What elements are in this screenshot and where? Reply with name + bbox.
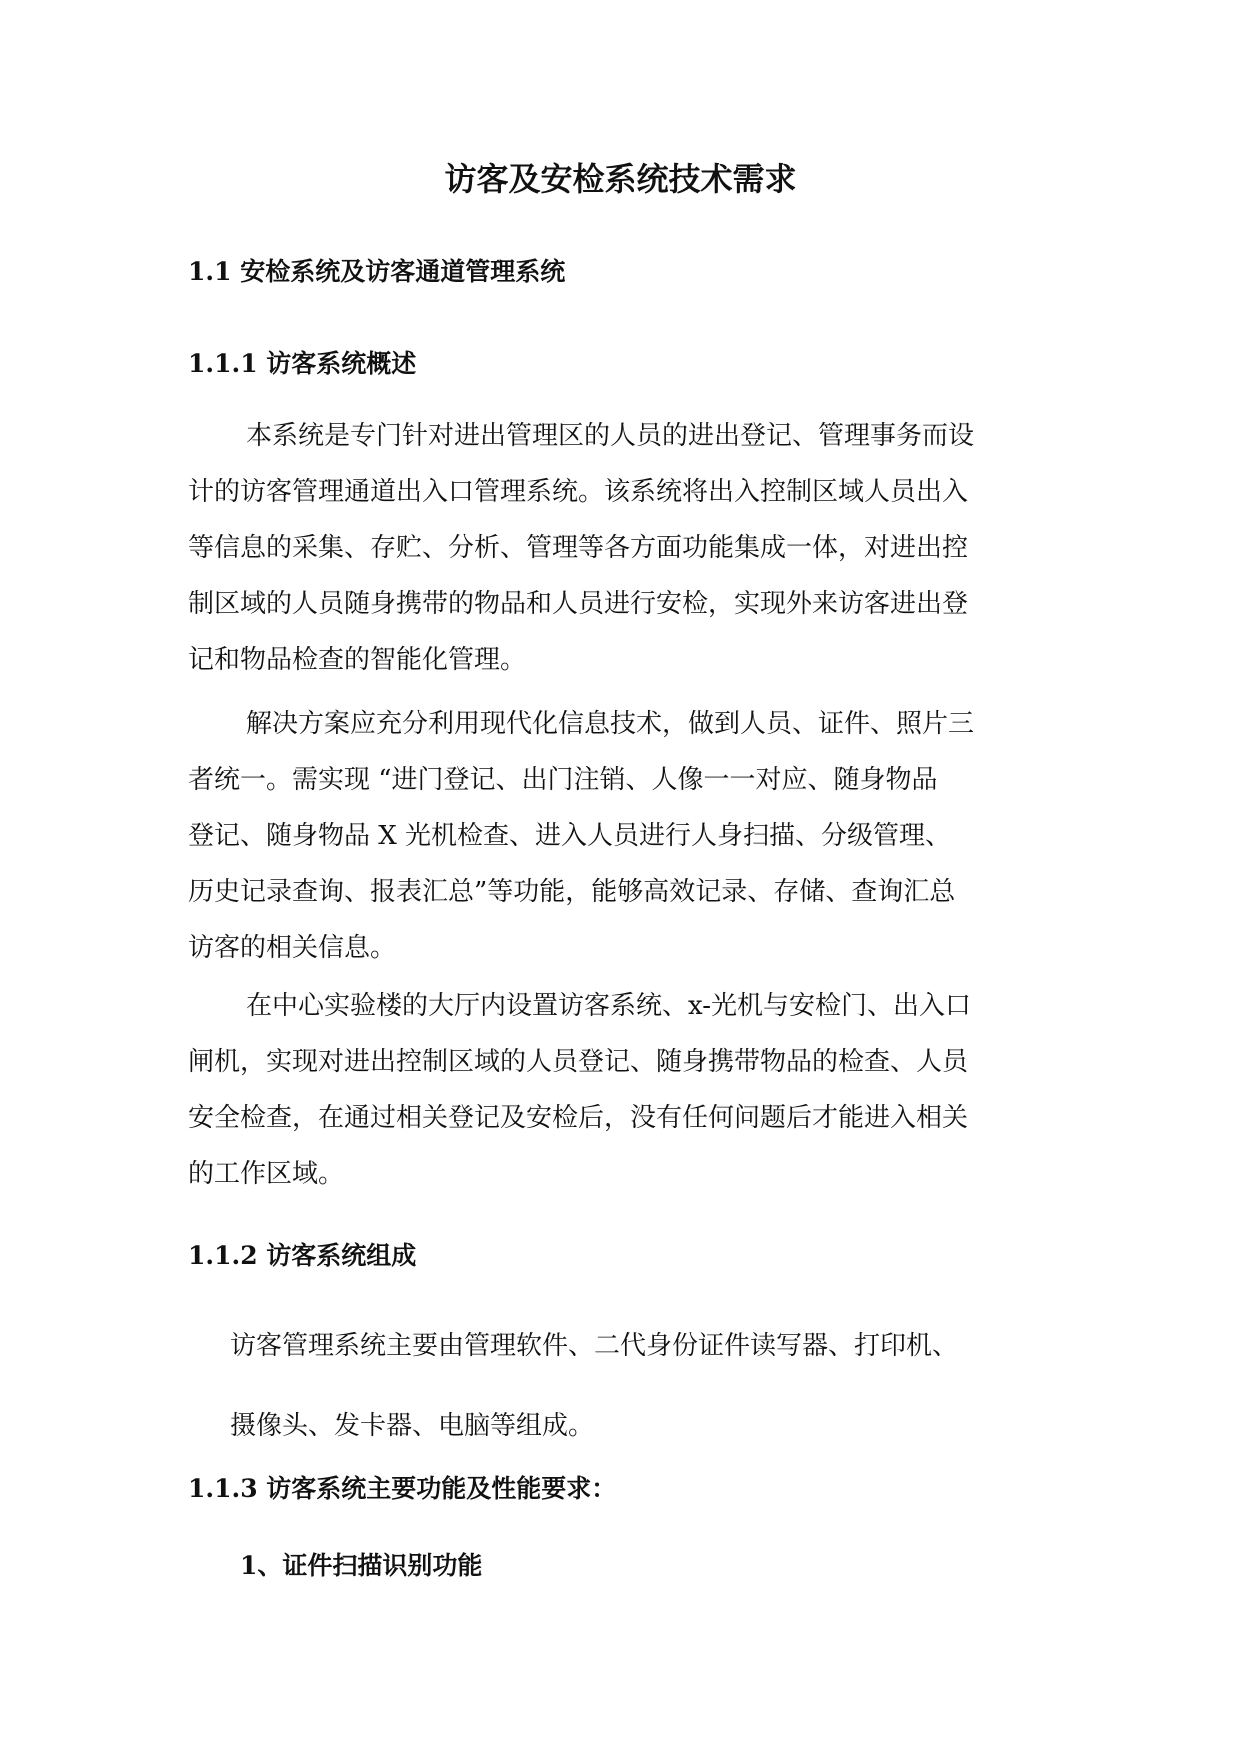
paragraph-line: 者统一。需实现 “进门登记、出门注销、人像一一对应、随身物品 [188,765,938,795]
paragraph-line: 制区域的人员随身携带的物品和人员进行安检，实现外来访客进出登 [188,589,969,619]
list-item-heading-1: 1、证件扫描识别功能 [240,1551,483,1580]
paragraph-line: 闸机，实现对进出控制区域的人员登记、随身携带物品的检查、人员 [188,1047,969,1077]
document-title: 访客及安检系统技术需求 [444,160,797,198]
paragraph-line: 摄像头、发卡器、电脑等组成。 [230,1411,595,1441]
paragraph-overview [188,408,1058,688]
paragraph-line: 访客的相关信息。 [188,933,397,963]
paragraph-line: 登记、随身物品 X 光机检查、进入人员进行人身扫描、分级管理、 [188,821,952,851]
paragraph-composition [230,1306,1060,1466]
paragraph-line: 访客管理系统主要由管理软件、二代身份证件读写器、打印机、 [230,1331,959,1361]
paragraph-line: 的工作区域。 [188,1159,345,1189]
paragraph-line: 在中心实验楼的大厅内设置访客系统、x-光机与安检门、出入口 [246,991,971,1021]
paragraph-line: 历史记录查询、报表汇总”等功能，能够高效记录、存储、查询汇总 [188,877,956,907]
paragraph-line: 安全检查，在通过相关登记及安检后，没有任何问题后才能进入相关 [188,1103,969,1133]
section-heading-1-1: 1.1 安检系统及访客通道管理系统 [188,257,566,286]
section-heading-1-1-1: 1.1.1 访客系统概述 [188,349,417,378]
paragraph-line: 本系统是专门针对进出管理区的人员的进出登记、管理事务而设 [246,421,975,451]
paragraph-location [188,978,1058,1202]
section-heading-1-1-3: 1.1.3 访客系统主要功能及性能要求： [188,1474,617,1503]
paragraph-line: 解决方案应充分利用现代化信息技术，做到人员、证件、照片三 [246,709,975,739]
paragraph-line: 记和物品检查的智能化管理。 [188,645,527,675]
paragraph-solution [188,696,1058,976]
section-heading-1-1-2: 1.1.2 访客系统组成 [188,1241,417,1270]
paragraph-line: 计的访客管理通道出入口管理系统。该系统将出入控制区域人员出入 [188,477,969,507]
paragraph-line: 等信息的采集、存贮、分析、管理等各方面功能集成一体，对进出控 [188,533,969,563]
